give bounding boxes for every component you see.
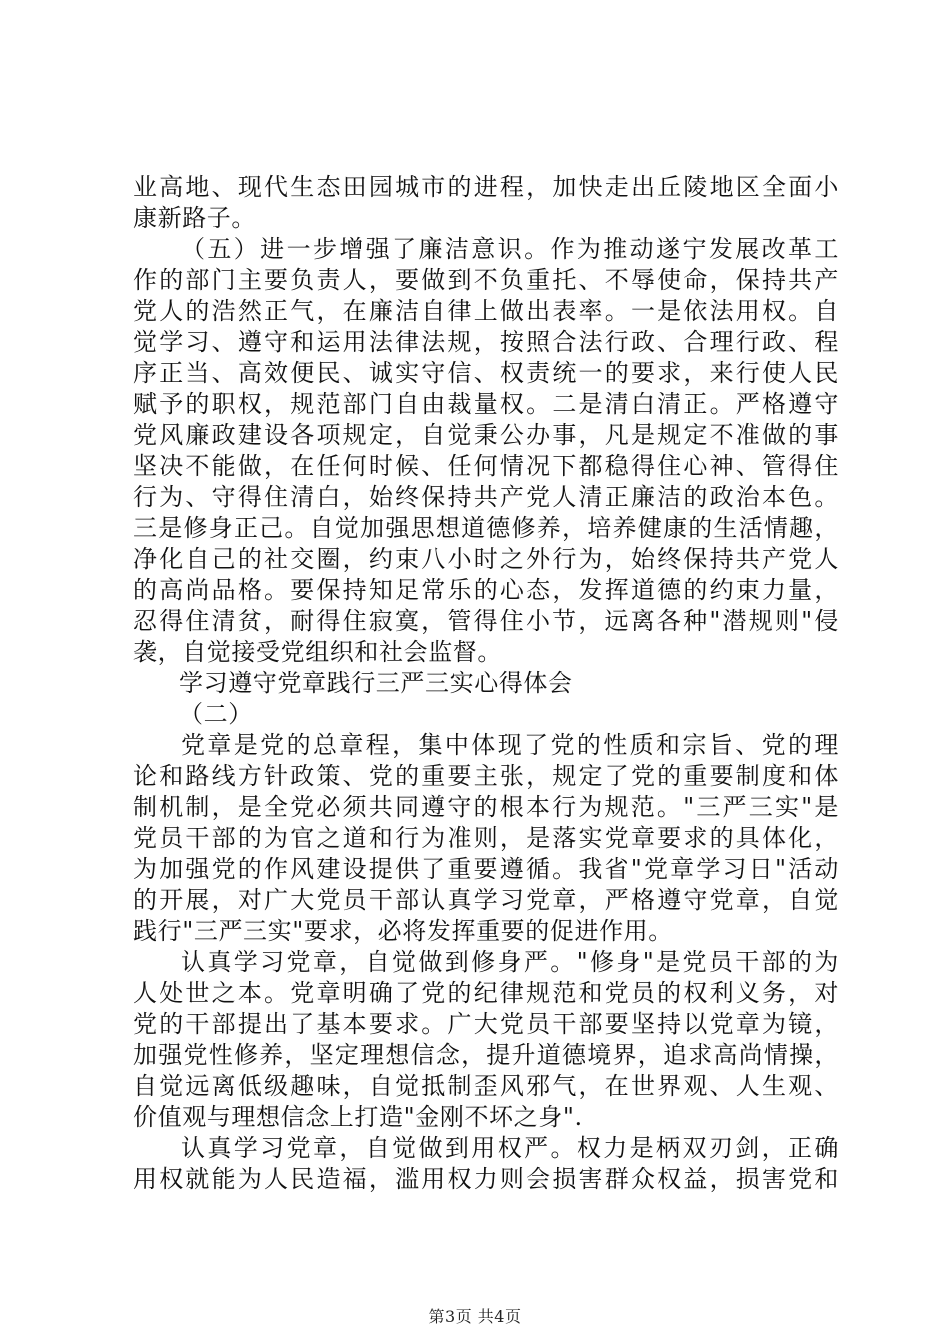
text-line: 制机制，是全党必须共同遵守的根本行为规范。"三严三实"是 (133, 793, 839, 821)
text-line: 加强党性修养，坚定理想信念，提升道德境界，追求高尚情操， (133, 1041, 839, 1069)
text-line: 袭，自觉接受党组织和社会监督。 (133, 638, 502, 666)
text-line: 价值观与理想信念上打造"金刚不坏之身". (133, 1103, 583, 1131)
text-line: 坚决不能做，在任何时候、任何情况下都稳得住心神、管得住 (133, 452, 839, 480)
text-line: 行为、守得住清白，始终保持共产党人清正廉洁的政治本色。 (133, 483, 839, 511)
text-line: 为加强党的作风建设提供了重要遵循。我省"党章学习日"活动 (133, 855, 839, 883)
text-line: 作的部门主要负责人，要做到不负重托、不辱使命，保持共产 (133, 266, 839, 294)
text-line: 论和路线方针政策、党的重要主张，规定了党的重要制度和体 (133, 762, 839, 790)
paragraph-start-line: 党章是党的总章程，集中体现了党的性质和宗旨、党的理 (181, 731, 839, 759)
text-line: 党人的浩然正气，在廉洁自律上做出表率。一是依法用权。自 (133, 297, 839, 325)
article-subtitle: （二） (179, 700, 253, 728)
text-line: 自觉远离低级趣味，自觉抵制歪风邪气，在世界观、人生观、 (133, 1072, 839, 1100)
text-line: 党的干部提出了基本要求。广大党员干部要坚持以党章为镜， (133, 1010, 839, 1038)
text-line: 赋予的职权，规范部门自由裁量权。二是清白清正。严格遵守 (133, 390, 839, 418)
paragraph-start-line: 认真学习党章，自觉做到修身严。"修身"是党员干部的为 (181, 948, 839, 976)
article-title: 学习遵守党章践行三严三实心得体会 (179, 669, 573, 697)
text-line: 的高尚品格。要保持知足常乐的心态，发挥道德的约束力量， (133, 576, 839, 604)
text-line: 党风廉政建设各项规定，自觉秉公办事，凡是规定不准做的事 (133, 421, 839, 449)
paragraph-start-line: 认真学习党章，自觉做到用权严。权力是柄双刃剑，正确 (181, 1134, 839, 1162)
text-line: 净化自己的社交圈，约束八小时之外行为，始终保持共产党人 (133, 545, 839, 573)
body-text (133, 172, 839, 1195)
text-line: 业高地、现代生态田园城市的进程，加快走出丘陵地区全面小 (133, 173, 839, 201)
text-line: 康新路子。 (133, 204, 256, 232)
text-line: 践行"三严三实"要求，必将发挥重要的促进作用。 (133, 917, 673, 945)
text-line: 三是修身正己。自觉加强思想道德修养，培养健康的生活情趣， (133, 514, 839, 542)
text-line: 序正当、高效便民、诚实守信、权责统一的要求，来行使人民 (133, 359, 839, 387)
text-line: 的开展，对广大党员干部认真学习党章，严格遵守党章，自觉 (133, 886, 839, 914)
section-heading-line: （五）进一步增强了廉洁意识。作为推动遂宁发展改革工 (181, 235, 839, 263)
text-line: 用权就能为人民造福，滥用权力则会损害群众权益，损害党和 (133, 1165, 839, 1193)
text-line: 忍得住清贫，耐得住寂寞，管得住小节，远离各种"潜规则"侵 (133, 607, 839, 635)
text-line: 党员干部的为官之道和行为准则，是落实党章要求的具体化， (133, 824, 839, 852)
text-line: 人处世之本。党章明确了党的纪律规范和党员的权利义务，对 (133, 979, 839, 1007)
text-line: 觉学习、遵守和运用法律法规，按照合法行政、合理行政、程 (133, 328, 839, 356)
page-number-footer: 第3页 共4页 (428, 1307, 522, 1326)
